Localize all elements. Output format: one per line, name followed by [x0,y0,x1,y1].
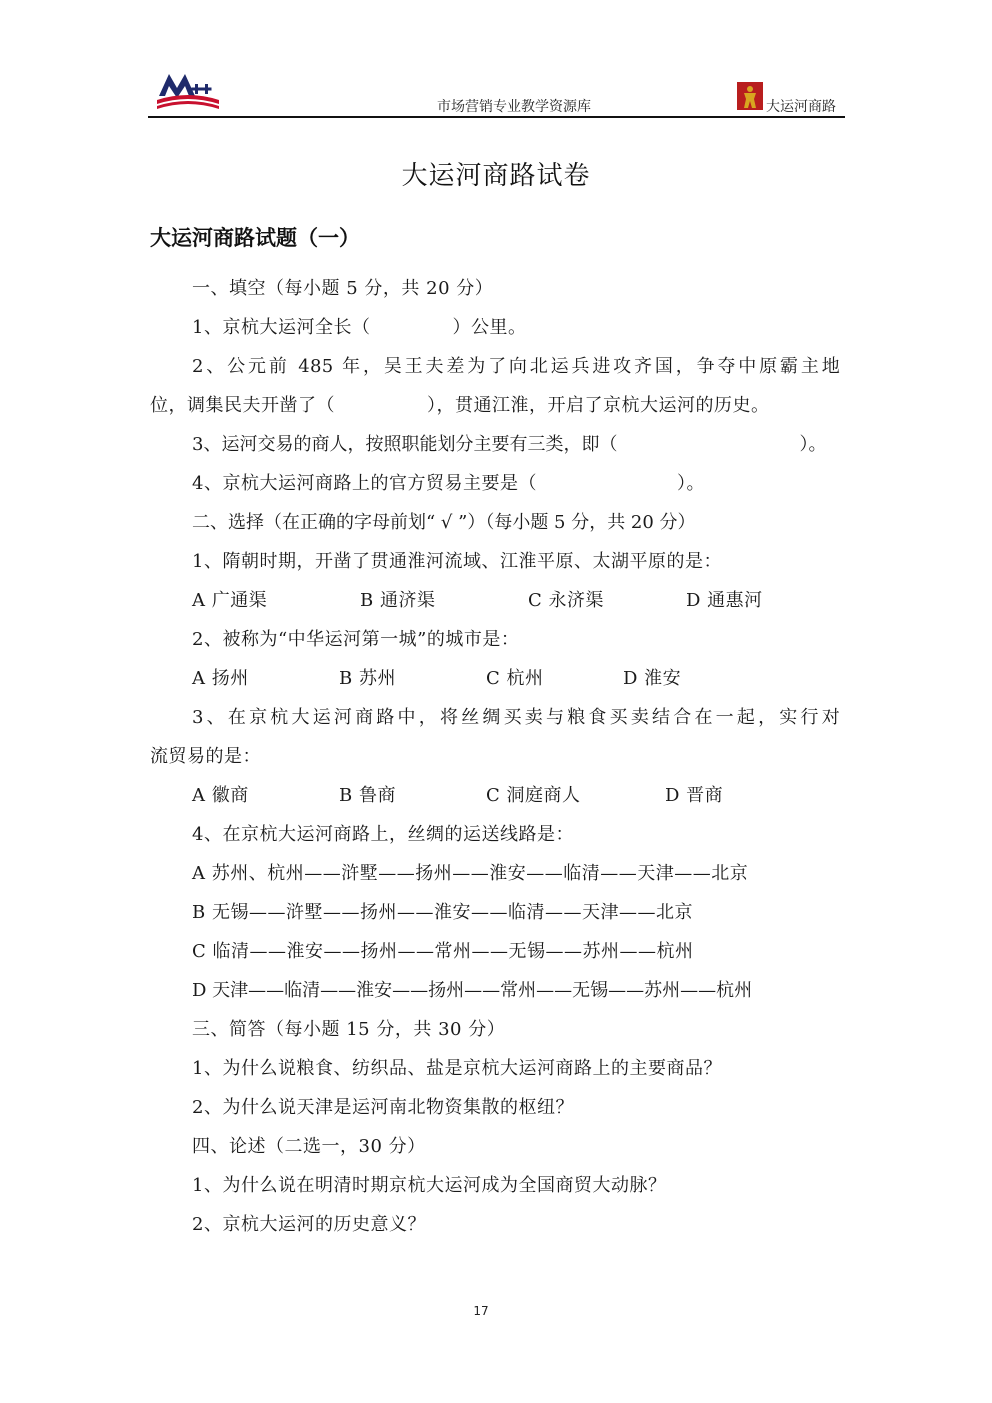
question-3 [192,433,826,457]
question-text: 位，调集民夫开凿了（ [150,395,335,416]
question-text: ）。 [676,473,705,494]
question-1 [192,316,526,340]
header-divider [148,116,845,118]
question-text: ）公里。 [452,317,527,338]
option-b: B 苏州 [339,668,396,689]
header-center-text: 市场营销专业教学资源库 [437,99,591,115]
school-logo-icon [155,70,221,112]
section-heading-essay: 四、论述（二选一，30 分） [192,1136,426,1157]
option-a: A 广通渠 [192,590,268,611]
option-c: C 永济渠 [528,590,604,611]
option-a: A 徽商 [192,785,249,806]
option-b: B 通济渠 [360,590,436,611]
short-question-2: 2、为什么说天津是运河南北物资集散的枢纽？ [192,1097,574,1118]
section-heading-short: 三、简答（每小题 15 分，共 30 分） [192,1019,506,1040]
short-question-1: 1、为什么说粮食、纺织品、盐是京杭大运河商路上的主要商品？ [192,1058,722,1079]
essay-question-2: 2、京杭大运河的历史意义？ [192,1214,426,1235]
option-c: C 杭州 [486,668,544,689]
option-c: C 临清——淮安——扬州——常州——无锡——苏州——杭州 [192,941,694,962]
canal-badge-icon [737,82,763,110]
choice-question-4: 4、在京杭大运河商路上，丝绸的运送线路是： [192,824,574,845]
choice-question-3-line-1: 3、在京杭大运河商路中，将丝绸买卖与粮食买卖结合在一起，实行对 [192,707,840,728]
option-b: B 鲁商 [339,785,396,806]
option-d: D 淮安 [623,668,682,689]
essay-question-1: 1、为什么说在明清时期京杭大运河成为全国商贸大动脉？ [192,1175,667,1196]
section-heading-choice: 二、选择（在正确的字母前划“ √ ”）（每小题 5 分，共 20 分） [192,512,696,533]
question-4 [192,472,705,496]
section-heading-fill: 一、填空（每小题 5 分，共 20 分） [192,278,494,299]
question-2-line-1: 2、公元前 485 年，吴王夫差为了向北运兵进攻齐国，争夺中原霸主地 [192,356,840,377]
header-right-text: 大运河商路 [766,99,836,115]
question-text: 3、运河交易的商人，按照职能划分主要有三类，即（ [192,434,618,455]
question-text: ）。 [799,434,827,455]
question-text: 1、京杭大运河全长（ [192,317,371,338]
question-text: 4、京杭大运河商路上的官方贸易主要是（ [192,473,537,494]
choice-question-2: 2、被称为“中华运河第一城”的城市是： [192,629,520,650]
page-number: 17 [473,1304,489,1318]
option-d: D 天津——临清——淮安——扬州——常州——无锡——苏州——杭州 [192,980,753,1001]
option-a: A 苏州、杭州——浒墅——扬州——淮安——临清——天津——北京 [192,863,749,884]
option-d: D 通惠河 [686,590,763,611]
option-c: C 洞庭商人 [486,785,581,806]
page-title: 大运河商路试卷 [401,161,591,191]
option-a: A 扬州 [192,668,249,689]
question-text: ），贯通江淮，开启了京杭大运河的历史。 [427,395,770,416]
option-d: D 晋商 [665,785,724,806]
choice-question-3-line-2: 流贸易的是： [150,746,261,767]
choice-question-1: 1、隋朝时期，开凿了贯通淮河流域、江淮平原、太湖平原的是： [192,551,722,572]
option-b: B 无锡——浒墅——扬州——淮安——临清——天津——北京 [192,902,693,923]
section-title: 大运河商路试题（一） [150,226,360,250]
question-2-line-2 [150,394,770,418]
